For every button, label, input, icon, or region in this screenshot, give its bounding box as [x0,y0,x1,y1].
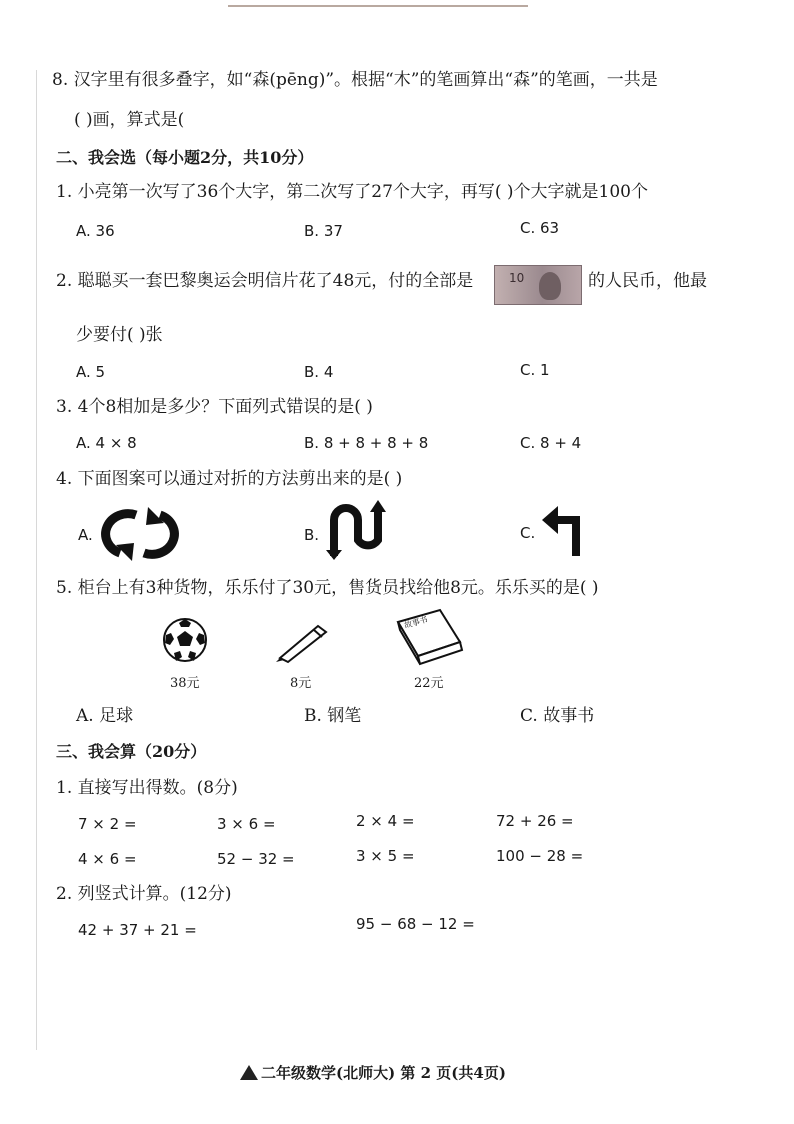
s2-q2-option-b: B. 4 [304,363,334,381]
s2-q1-option-b: B. 37 [304,222,343,240]
pen-price: 8元 [290,676,312,691]
footer-text: 二年级数学(北师大) 第 2 页(共4页) [261,1064,506,1082]
s2-q3-option-b: B. 8 + 8 + 8 + 8 [304,434,429,452]
calc-5: 4 × 6 = [78,850,137,868]
s3-sub2-title: 2. 列竖式计算。(12分) [56,884,232,904]
banknote-value: 10 [509,271,525,285]
top-border [228,5,528,7]
q8-line1: 8. 汉字里有很多叠字，如“森(pēng)”。根据“木”的笔画算出“森”的笔画，一共是 [52,70,658,90]
s2-q2-text-after: 的人民币，他最 [588,271,707,291]
s2-q4-option-a: A. [78,526,93,544]
storybook-icon [394,608,464,666]
s2-q4-option-b: B. [304,526,320,544]
circular-arrows-icon [100,505,180,563]
pen-icon [274,620,332,662]
vertical-calc-1: 42 + 37 + 21 = [78,921,197,939]
banknote-image [494,265,582,305]
calc-3: 2 × 4 = [356,812,415,830]
s2-q1-text: 1. 小亮第一次写了36个大字，第二次写了27个大字，再写( )个大字就是100个 [56,182,649,202]
s2-q1-option-a: A. 36 [76,222,115,240]
s2-q4-option-c: C. [520,524,536,542]
soccer-ball-icon [162,617,208,663]
section3-title: 三、我会算（20分） [56,742,207,761]
storybook-cover-text: 故事书 [403,614,429,631]
s2-q2-text-before: 2. 聪聪买一套巴黎奥运会明信片花了48元，付的全部是 [56,271,474,291]
page-footer [240,1062,506,1083]
s2-q1-option-c: C. 63 [520,219,560,237]
s2-q5-option-a: A. 足球 [76,706,134,726]
calc-8: 100 − 28 = [496,847,584,865]
margin-line [36,70,37,1050]
s2-q5-text: 5. 柜台上有3种货物，乐乐付了30元，售货员找给他8元。乐乐买的是( ) [56,578,599,598]
calc-6: 52 − 32 = [217,850,295,868]
calc-1: 7 × 2 = [78,815,137,833]
s2-q5-option-b: B. 钢笔 [304,706,362,726]
calc-7: 3 × 5 = [356,847,415,865]
s2-q3-text: 3. 4个8相加是多少？下面列式错误的是( ) [56,397,373,417]
calc-4: 72 + 26 = [496,812,574,830]
logo-icon [240,1065,258,1080]
calc-2: 3 × 6 = [217,815,276,833]
q8-line2: ( )画，算式是( [74,110,185,130]
soccer-ball-price: 38元 [170,676,200,691]
turn-arrow-icon [540,502,584,556]
s3-sub1-title: 1. 直接写出得数。(8分) [56,778,238,798]
storybook-price: 22元 [414,676,444,691]
s2-q2-option-c: C. 1 [520,361,550,379]
s2-q3-option-a: A. 4 × 8 [76,434,137,452]
portrait-icon [539,272,561,300]
s2-q4-text: 4. 下面图案可以通过对折的方法剪出来的是( ) [56,469,403,489]
s2-q3-option-c: C. 8 + 4 [520,434,582,452]
s2-q5-option-c: C. 故事书 [520,706,595,726]
s2-q2-line2: 少要付( )张 [76,325,163,345]
section2-title: 二、我会选（每小题2分，共10分） [56,148,314,167]
s2-q2-option-a: A. 5 [76,363,106,381]
s-arrows-icon [326,500,386,560]
vertical-calc-2: 95 − 68 − 12 = [356,915,475,933]
